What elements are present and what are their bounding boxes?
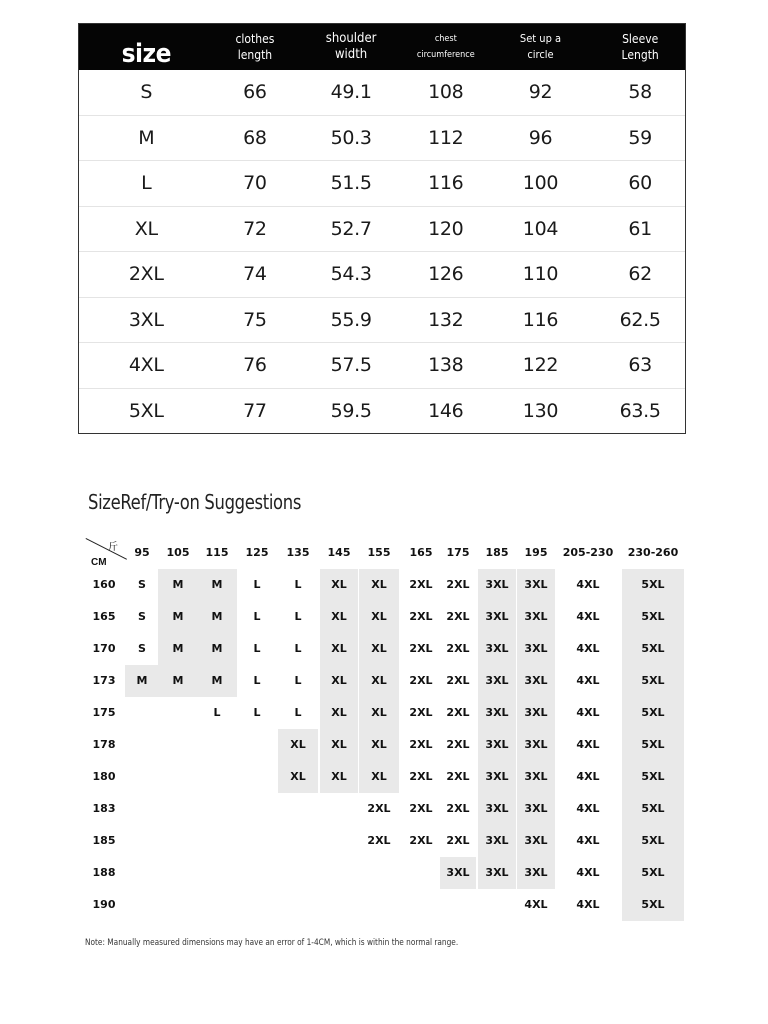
suggested-size: 4XL xyxy=(576,642,600,655)
suggested-size: 3XL xyxy=(524,770,548,783)
cell-shoulder-width: 52.7 xyxy=(330,217,372,240)
suggested-size: 3XL xyxy=(524,706,548,719)
cell-shoulder-width: 54.3 xyxy=(330,263,372,286)
cell-clothes-length: 68 xyxy=(243,126,267,149)
cell-chest: 126 xyxy=(428,263,464,286)
suggested-size: 3XL xyxy=(485,802,509,815)
suggested-size: L xyxy=(253,610,261,623)
header-set-up-circle: Set up a circle xyxy=(519,32,562,61)
suggested-size: L xyxy=(294,578,302,591)
cell-clothes-length: 77 xyxy=(243,399,267,422)
cell-sleeve-length: 58 xyxy=(628,81,652,104)
cell-set-up-circle: 116 xyxy=(522,308,559,331)
suggested-size: XL xyxy=(371,642,387,655)
suggested-size: 3XL xyxy=(446,866,470,879)
suggested-size: XL xyxy=(371,706,387,719)
suggested-size: M xyxy=(211,642,223,655)
header-size: size xyxy=(121,39,171,69)
cell-shoulder-width: 59.5 xyxy=(330,399,372,422)
suggested-size: 5XL xyxy=(641,706,665,719)
weight-header: 105 xyxy=(166,546,190,559)
cell-shoulder-width: 55.9 xyxy=(330,308,372,331)
suggested-size: XL xyxy=(290,770,306,783)
weight-header: 185 xyxy=(485,546,509,559)
suggested-size: L xyxy=(294,610,302,623)
suggested-size: 2XL xyxy=(446,674,470,687)
height-header: 160 xyxy=(92,578,116,591)
suggested-size: S xyxy=(138,610,146,623)
suggested-size: 4XL xyxy=(576,610,600,623)
suggested-size: 5XL xyxy=(641,834,665,847)
suggested-size: 2XL xyxy=(446,578,470,591)
measurement-note: Note: Manually measured dimensions may have an error of 1-4CM, which is within the normal range. xyxy=(85,938,459,948)
weight-header: 145 xyxy=(327,546,351,559)
suggested-size: XL xyxy=(290,738,306,751)
suggested-size: L xyxy=(294,706,302,719)
weight-header: 230-260 xyxy=(627,546,679,559)
cell-size: XL xyxy=(134,217,158,240)
cell-sleeve-length: 61 xyxy=(628,217,652,240)
suggested-size: M xyxy=(172,610,184,623)
header-sleeve-length: Sleeve Length xyxy=(621,32,659,62)
suggested-size: 4XL xyxy=(576,738,600,751)
cell-set-up-circle: 96 xyxy=(528,126,553,149)
height-header: 185 xyxy=(92,834,116,847)
suggested-size: XL xyxy=(331,738,347,751)
height-header: 178 xyxy=(92,738,116,751)
cell-chest: 138 xyxy=(428,354,464,377)
suggested-size: 3XL xyxy=(485,674,509,687)
suggested-size: 3XL xyxy=(524,802,548,815)
suggested-size: L xyxy=(253,674,261,687)
height-header: 165 xyxy=(92,610,116,623)
cell-sleeve-length: 62.5 xyxy=(619,308,661,331)
corner-weight-unit: 斤 xyxy=(108,542,118,553)
suggested-size: 5XL xyxy=(641,674,665,687)
suggested-size: S xyxy=(138,578,146,591)
cell-set-up-circle: 122 xyxy=(522,354,559,377)
height-header: 180 xyxy=(92,770,116,783)
cell-chest: 116 xyxy=(428,172,464,195)
weight-header: 135 xyxy=(286,546,310,559)
suggested-size: L xyxy=(294,642,302,655)
suggested-size: 3XL xyxy=(485,610,509,623)
suggested-size: 5XL xyxy=(641,738,665,751)
suggested-size: XL xyxy=(331,706,347,719)
suggested-size: 2XL xyxy=(409,578,433,591)
suggestions-title: SizeRef/Try-on Suggestions xyxy=(88,490,302,514)
suggested-size: 4XL xyxy=(576,770,600,783)
suggested-size: 2XL xyxy=(446,802,470,815)
height-header: 188 xyxy=(92,866,116,879)
suggested-size: 3XL xyxy=(485,866,509,879)
cell-size: L xyxy=(141,172,152,195)
cell-chest: 120 xyxy=(428,217,464,240)
cell-chest: 108 xyxy=(428,81,464,104)
cell-clothes-length: 74 xyxy=(243,263,267,286)
suggested-size: 5XL xyxy=(641,866,665,879)
suggested-size: 5XL xyxy=(641,898,665,911)
suggested-size: XL xyxy=(371,770,387,783)
suggested-size: 3XL xyxy=(524,738,548,751)
weight-header: 165 xyxy=(409,546,433,559)
suggested-size: XL xyxy=(331,610,347,623)
suggested-size: 2XL xyxy=(409,642,433,655)
cell-shoulder-width: 49.1 xyxy=(330,81,372,104)
suggested-size: 2XL xyxy=(446,738,470,751)
suggested-size: 2XL xyxy=(446,706,470,719)
suggested-size: 4XL xyxy=(576,898,600,911)
suggested-size: XL xyxy=(371,578,387,591)
suggested-size: 4XL xyxy=(576,834,600,847)
suggested-size: 3XL xyxy=(485,738,509,751)
suggested-size: L xyxy=(253,706,261,719)
suggested-size: XL xyxy=(331,642,347,655)
weight-header: 95 xyxy=(134,546,150,559)
suggested-size: M xyxy=(172,642,184,655)
header-shoulder-width: shoulder width xyxy=(325,31,377,62)
cell-size: 4XL xyxy=(128,354,164,377)
height-header: 190 xyxy=(92,898,116,911)
suggested-size: 4XL xyxy=(576,674,600,687)
suggested-size: 5XL xyxy=(641,642,665,655)
suggested-size: M xyxy=(136,674,148,687)
cell-clothes-length: 76 xyxy=(243,354,267,377)
cell-shoulder-width: 57.5 xyxy=(330,354,372,377)
height-header: 170 xyxy=(92,642,116,655)
suggested-size: 2XL xyxy=(446,770,470,783)
suggested-size: M xyxy=(172,674,184,687)
cell-set-up-circle: 100 xyxy=(522,172,559,195)
suggested-size: 3XL xyxy=(485,770,509,783)
height-header: 175 xyxy=(92,706,116,719)
cell-sleeve-length: 59 xyxy=(628,126,652,149)
suggested-size: L xyxy=(213,706,221,719)
suggested-size: 3XL xyxy=(485,834,509,847)
weight-header: 155 xyxy=(367,546,391,559)
cell-size: M xyxy=(138,126,155,149)
height-header: 183 xyxy=(92,802,116,815)
cell-size: 5XL xyxy=(128,399,164,422)
suggested-size: 2XL xyxy=(409,834,433,847)
suggested-size: 2XL xyxy=(409,770,433,783)
suggested-size: XL xyxy=(371,738,387,751)
weight-header: 125 xyxy=(245,546,269,559)
suggested-size: 2XL xyxy=(446,642,470,655)
suggested-size: 4XL xyxy=(524,898,548,911)
header-clothes-length: clothes length xyxy=(235,32,275,62)
suggested-size: M xyxy=(211,610,223,623)
suggested-size: 2XL xyxy=(446,610,470,623)
weight-header: 175 xyxy=(446,546,470,559)
suggested-size: M xyxy=(172,578,184,591)
suggested-size: 2XL xyxy=(367,834,391,847)
suggested-size: 3XL xyxy=(524,610,548,623)
suggested-size: 5XL xyxy=(641,610,665,623)
suggested-size: 2XL xyxy=(409,674,433,687)
suggested-size: 2XL xyxy=(446,834,470,847)
suggested-size: 3XL xyxy=(524,642,548,655)
weight-header: 115 xyxy=(205,546,229,559)
cell-sleeve-length: 63.5 xyxy=(619,399,661,422)
suggested-size: L xyxy=(294,674,302,687)
suggested-size: XL xyxy=(331,578,347,591)
suggested-size: XL xyxy=(371,674,387,687)
cell-sleeve-length: 63 xyxy=(628,354,652,377)
suggested-size: 2XL xyxy=(409,706,433,719)
suggested-size: XL xyxy=(331,674,347,687)
suggested-size: 5XL xyxy=(641,802,665,815)
cell-clothes-length: 75 xyxy=(243,308,267,331)
cell-set-up-circle: 110 xyxy=(522,263,559,286)
suggested-size: 4XL xyxy=(576,866,600,879)
suggested-size: XL xyxy=(371,610,387,623)
cell-set-up-circle: 130 xyxy=(522,399,559,422)
cell-clothes-length: 70 xyxy=(243,172,267,195)
cell-size: 3XL xyxy=(128,308,164,331)
suggested-size: 2XL xyxy=(409,802,433,815)
corner-height-unit: CM xyxy=(91,557,107,568)
suggested-size: 3XL xyxy=(524,866,548,879)
suggested-size: 2XL xyxy=(367,802,391,815)
suggested-size: 3XL xyxy=(485,706,509,719)
cell-shoulder-width: 50.3 xyxy=(330,126,372,149)
suggested-size: 3XL xyxy=(485,578,509,591)
suggested-size: 2XL xyxy=(409,738,433,751)
weight-header: 195 xyxy=(524,546,548,559)
suggested-size: L xyxy=(253,642,261,655)
suggested-size: 4XL xyxy=(576,706,600,719)
cell-chest: 146 xyxy=(428,399,464,422)
suggested-size: 3XL xyxy=(485,642,509,655)
suggested-size: L xyxy=(253,578,261,591)
cell-set-up-circle: 104 xyxy=(522,217,559,240)
suggested-size: 2XL xyxy=(409,610,433,623)
suggested-size: 3XL xyxy=(524,834,548,847)
header-chest-circumference: chest circumference xyxy=(416,34,475,60)
cell-sleeve-length: 60 xyxy=(628,172,652,195)
suggested-size: XL xyxy=(331,770,347,783)
suggested-size: 3XL xyxy=(524,674,548,687)
suggested-size: M xyxy=(211,578,223,591)
height-header: 173 xyxy=(92,674,116,687)
cell-clothes-length: 66 xyxy=(243,81,267,104)
cell-sleeve-length: 62 xyxy=(628,263,652,286)
cell-size: S xyxy=(140,81,153,104)
weight-header: 205-230 xyxy=(562,546,614,559)
suggested-size: 5XL xyxy=(641,578,665,591)
cell-chest: 132 xyxy=(428,308,464,331)
suggested-size: 4XL xyxy=(576,802,600,815)
cell-chest: 112 xyxy=(428,126,464,149)
suggested-size: 3XL xyxy=(524,578,548,591)
suggested-size: M xyxy=(211,674,223,687)
cell-clothes-length: 72 xyxy=(243,217,267,240)
suggested-size: 4XL xyxy=(576,578,600,591)
cell-set-up-circle: 92 xyxy=(528,81,553,104)
cell-size: 2XL xyxy=(128,263,164,286)
cell-shoulder-width: 51.5 xyxy=(330,172,372,195)
suggested-size: S xyxy=(138,642,146,655)
suggested-size: 5XL xyxy=(641,770,665,783)
